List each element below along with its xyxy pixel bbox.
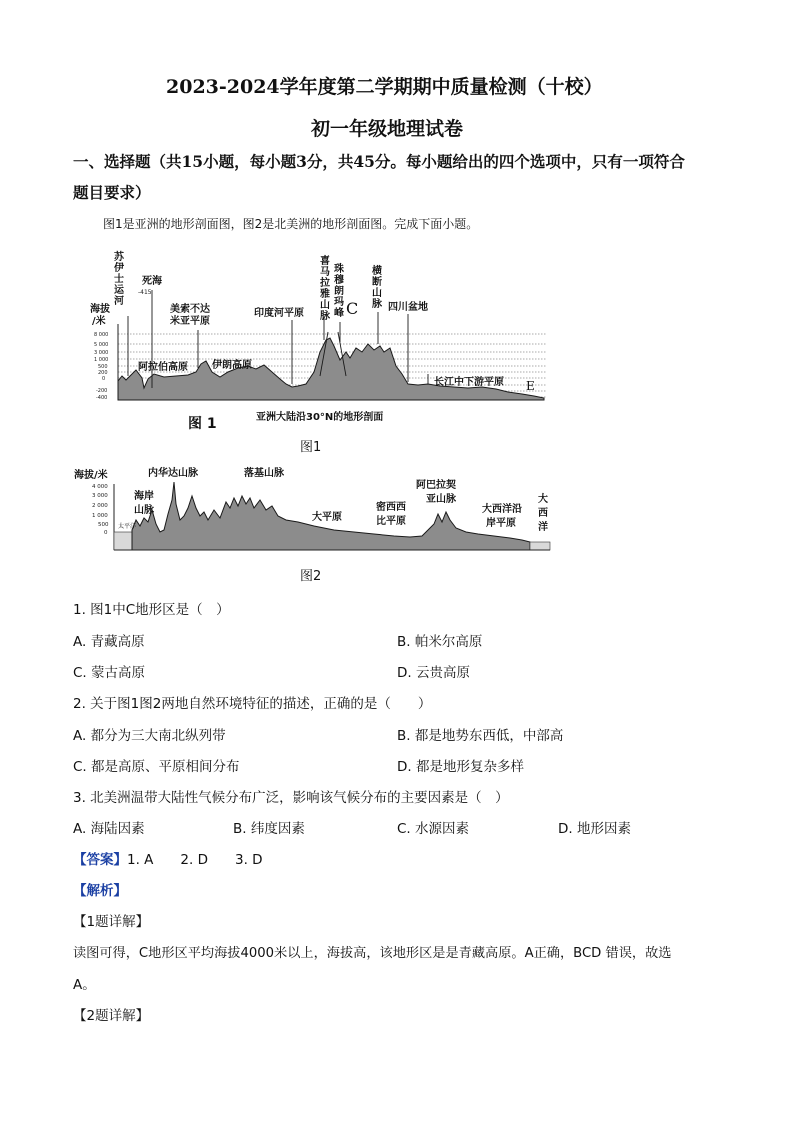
fig1-label-yangtze: 长江中下游平原: [434, 377, 504, 388]
question-3-option-b: B. 纬度因素: [233, 821, 305, 837]
question-3-option-a: A. 海陆因素: [73, 821, 145, 837]
fig1-tick: 1 000: [94, 357, 109, 363]
question-2-stem: 2. 关于图1图2两地自然环境特征的描述，正确的是（ ）: [73, 696, 432, 712]
fig1-label-himalaya: 脉: [320, 311, 330, 322]
fig1-label-sichuan: 四川盆地: [388, 302, 428, 313]
figure-1-asia-profile: [88, 248, 558, 430]
question-2-option-a: A. 都分为三大南北纵列带: [73, 728, 226, 744]
figure-2-north-america-profile: [74, 460, 554, 558]
answer-line: [73, 848, 263, 868]
fig1-label-qomolangma: 峰: [334, 308, 344, 319]
fig2-label-mississippi: 密西西: [376, 502, 406, 513]
fig1-tick: 5 000: [94, 342, 109, 348]
fig1-label-himalaya: 喜: [320, 256, 330, 267]
analysis-q1-line2: A。: [73, 977, 96, 993]
fig1-label-suez: 河: [114, 296, 124, 307]
fig2-label-coast: 山脉: [134, 505, 154, 516]
fig2-label-atlantic: 洋: [538, 522, 548, 533]
fig1-label-suez: 运: [114, 285, 124, 296]
question-3-stem: 3. 北美洲温带大陆性气候分布广泛，影响该气候分布的主要因素是（ ）: [73, 790, 509, 806]
fig1-tick: -400: [96, 395, 108, 401]
fig2-label-atlantic: 大: [538, 494, 548, 505]
figure-2-caption: 图2: [300, 569, 322, 584]
question-1-option-c: C. 蒙古高原: [73, 665, 146, 681]
fig1-label-meso: 美索不达: [170, 304, 210, 315]
analysis-q1-heading: 【1题详解】: [73, 914, 150, 930]
fig1-bottom-title: 亚洲大陆沿30°N的地形剖面: [256, 412, 384, 423]
fig2-label-coast: 海岸: [134, 491, 154, 502]
section-heading-line1: 一、选择题（共15小题，每小题3分，共45分。每小题给出的四个选项中，只有一项符合: [73, 152, 685, 171]
fig1-label-c: C: [346, 299, 359, 318]
fig1-label-iran: 伊朗高原: [212, 360, 252, 371]
fig2-label-plains: 大平原: [312, 512, 342, 523]
fig2-tick: 0: [104, 530, 108, 536]
fig1-label-arabian: 阿拉伯高原: [138, 362, 188, 373]
question-intro: 图1是亚洲的地形剖面图，图2是北美洲的地形剖面图。完成下面小题。: [103, 217, 479, 231]
fig2-tick: 500: [98, 522, 109, 528]
fig1-label-qomolangma: 玛: [334, 297, 344, 308]
fig2-label-appalachian: 亚山脉: [426, 494, 456, 505]
page-subtitle: 初一年级地理试卷: [311, 118, 464, 140]
analysis-q2-heading: 【2题详解】: [73, 1008, 150, 1024]
fig1-tick: 3 000: [94, 350, 109, 356]
fig2-label-rocky: 落基山脉: [244, 468, 284, 479]
fig1-label-qomolangma: 珠: [334, 264, 344, 275]
fig1-label-indus: 印度河平原: [254, 308, 304, 319]
analysis-label: 【解析】: [73, 883, 127, 899]
fig2-axis-label: 海拔/米: [74, 470, 108, 481]
analysis-q1-line1: 读图可得，C地形区平均海拔4000米以上，海拔高，该地形区是是青藏高原。A正确，BCD 错误，故选: [73, 946, 672, 961]
answer-label: 【答案】: [73, 852, 127, 868]
fig1-label-e: E: [526, 379, 535, 393]
fig1-label-meso: 米亚平原: [170, 316, 210, 327]
question-3-option-c: C. 水源因素: [397, 821, 470, 837]
figure-1-caption: 图1: [300, 440, 322, 455]
fig1-label-himalaya: 拉: [320, 278, 330, 289]
fig2-label-atlantic-plain: 岸平原: [486, 518, 516, 529]
fig2-tick: 1 000: [92, 513, 108, 519]
fig2-label-appalachian: 阿巴拉契: [416, 480, 456, 491]
fig1-tick: 8 000: [94, 332, 109, 338]
fig1-label-suez: 伊: [114, 263, 124, 274]
question-2-option-d: D. 都是地形复杂多样: [397, 759, 524, 775]
fig1-tick: 200: [98, 370, 108, 376]
answer-value: 1. A 2. D 3. D: [127, 852, 263, 868]
fig1-label-dead-sea-value: -415: [138, 289, 152, 296]
fig1-axis-label: 海拔: [90, 304, 110, 315]
question-3-option-d: D. 地形因素: [558, 821, 631, 837]
fig1-label-suez: 苏: [114, 252, 124, 263]
fig1-label-himalaya: 雅: [320, 289, 330, 300]
fig1-label-hengduan: 脉: [372, 299, 382, 310]
question-2-option-c: C. 都是高原、平原相间分布: [73, 759, 240, 775]
fig1-label-qomolangma: 穆: [334, 275, 344, 286]
fig1-tick: -200: [96, 388, 108, 394]
fig2-label-mississippi: 比平原: [376, 516, 406, 527]
section-heading-line2: 题目要求）: [73, 183, 151, 202]
fig1-label-himalaya: 山: [320, 300, 330, 311]
fig1-label-qomolangma: 朗: [334, 286, 344, 297]
fig1-inner-label: 图 1: [188, 416, 217, 430]
fig1-axis-label: /米: [92, 316, 106, 327]
fig2-label-atlantic: 西: [538, 508, 548, 519]
fig1-tick: 500: [98, 364, 108, 370]
fig1-label-hengduan: 断: [372, 277, 382, 288]
fig2-tick: 3 000: [92, 493, 108, 499]
question-1-option-a: A. 青藏高原: [73, 634, 145, 650]
fig1-label-suez: 士: [114, 274, 124, 285]
fig2-tick: 2 000: [92, 503, 108, 509]
question-2-option-b: B. 都是地势东西低，中部高: [397, 728, 564, 744]
question-1-option-d: D. 云贵高原: [397, 665, 470, 681]
fig2-tick: 4 000: [92, 484, 108, 490]
fig1-label-hengduan: 山: [372, 288, 382, 299]
fig1-label-hengduan: 横: [372, 266, 382, 277]
fig1-label-dead-sea: 死海: [142, 276, 162, 287]
question-1-stem: 1. 图1中C地形区是（ ）: [73, 602, 230, 618]
fig1-tick-labels: [94, 332, 108, 401]
fig2-label-atlantic-plain: 大西洋沿: [482, 504, 522, 515]
fig1-label-himalaya: 马: [320, 267, 330, 278]
page-title: 2023-2024学年度第二学期期中质量检测（十校）: [166, 76, 603, 98]
fig2-label-nevada: 内华达山脉: [148, 468, 198, 479]
fig2-label-pacific: 太平洋: [118, 523, 137, 530]
question-1-option-b: B. 帕米尔高原: [397, 634, 483, 650]
fig1-tick: 0: [102, 376, 106, 382]
